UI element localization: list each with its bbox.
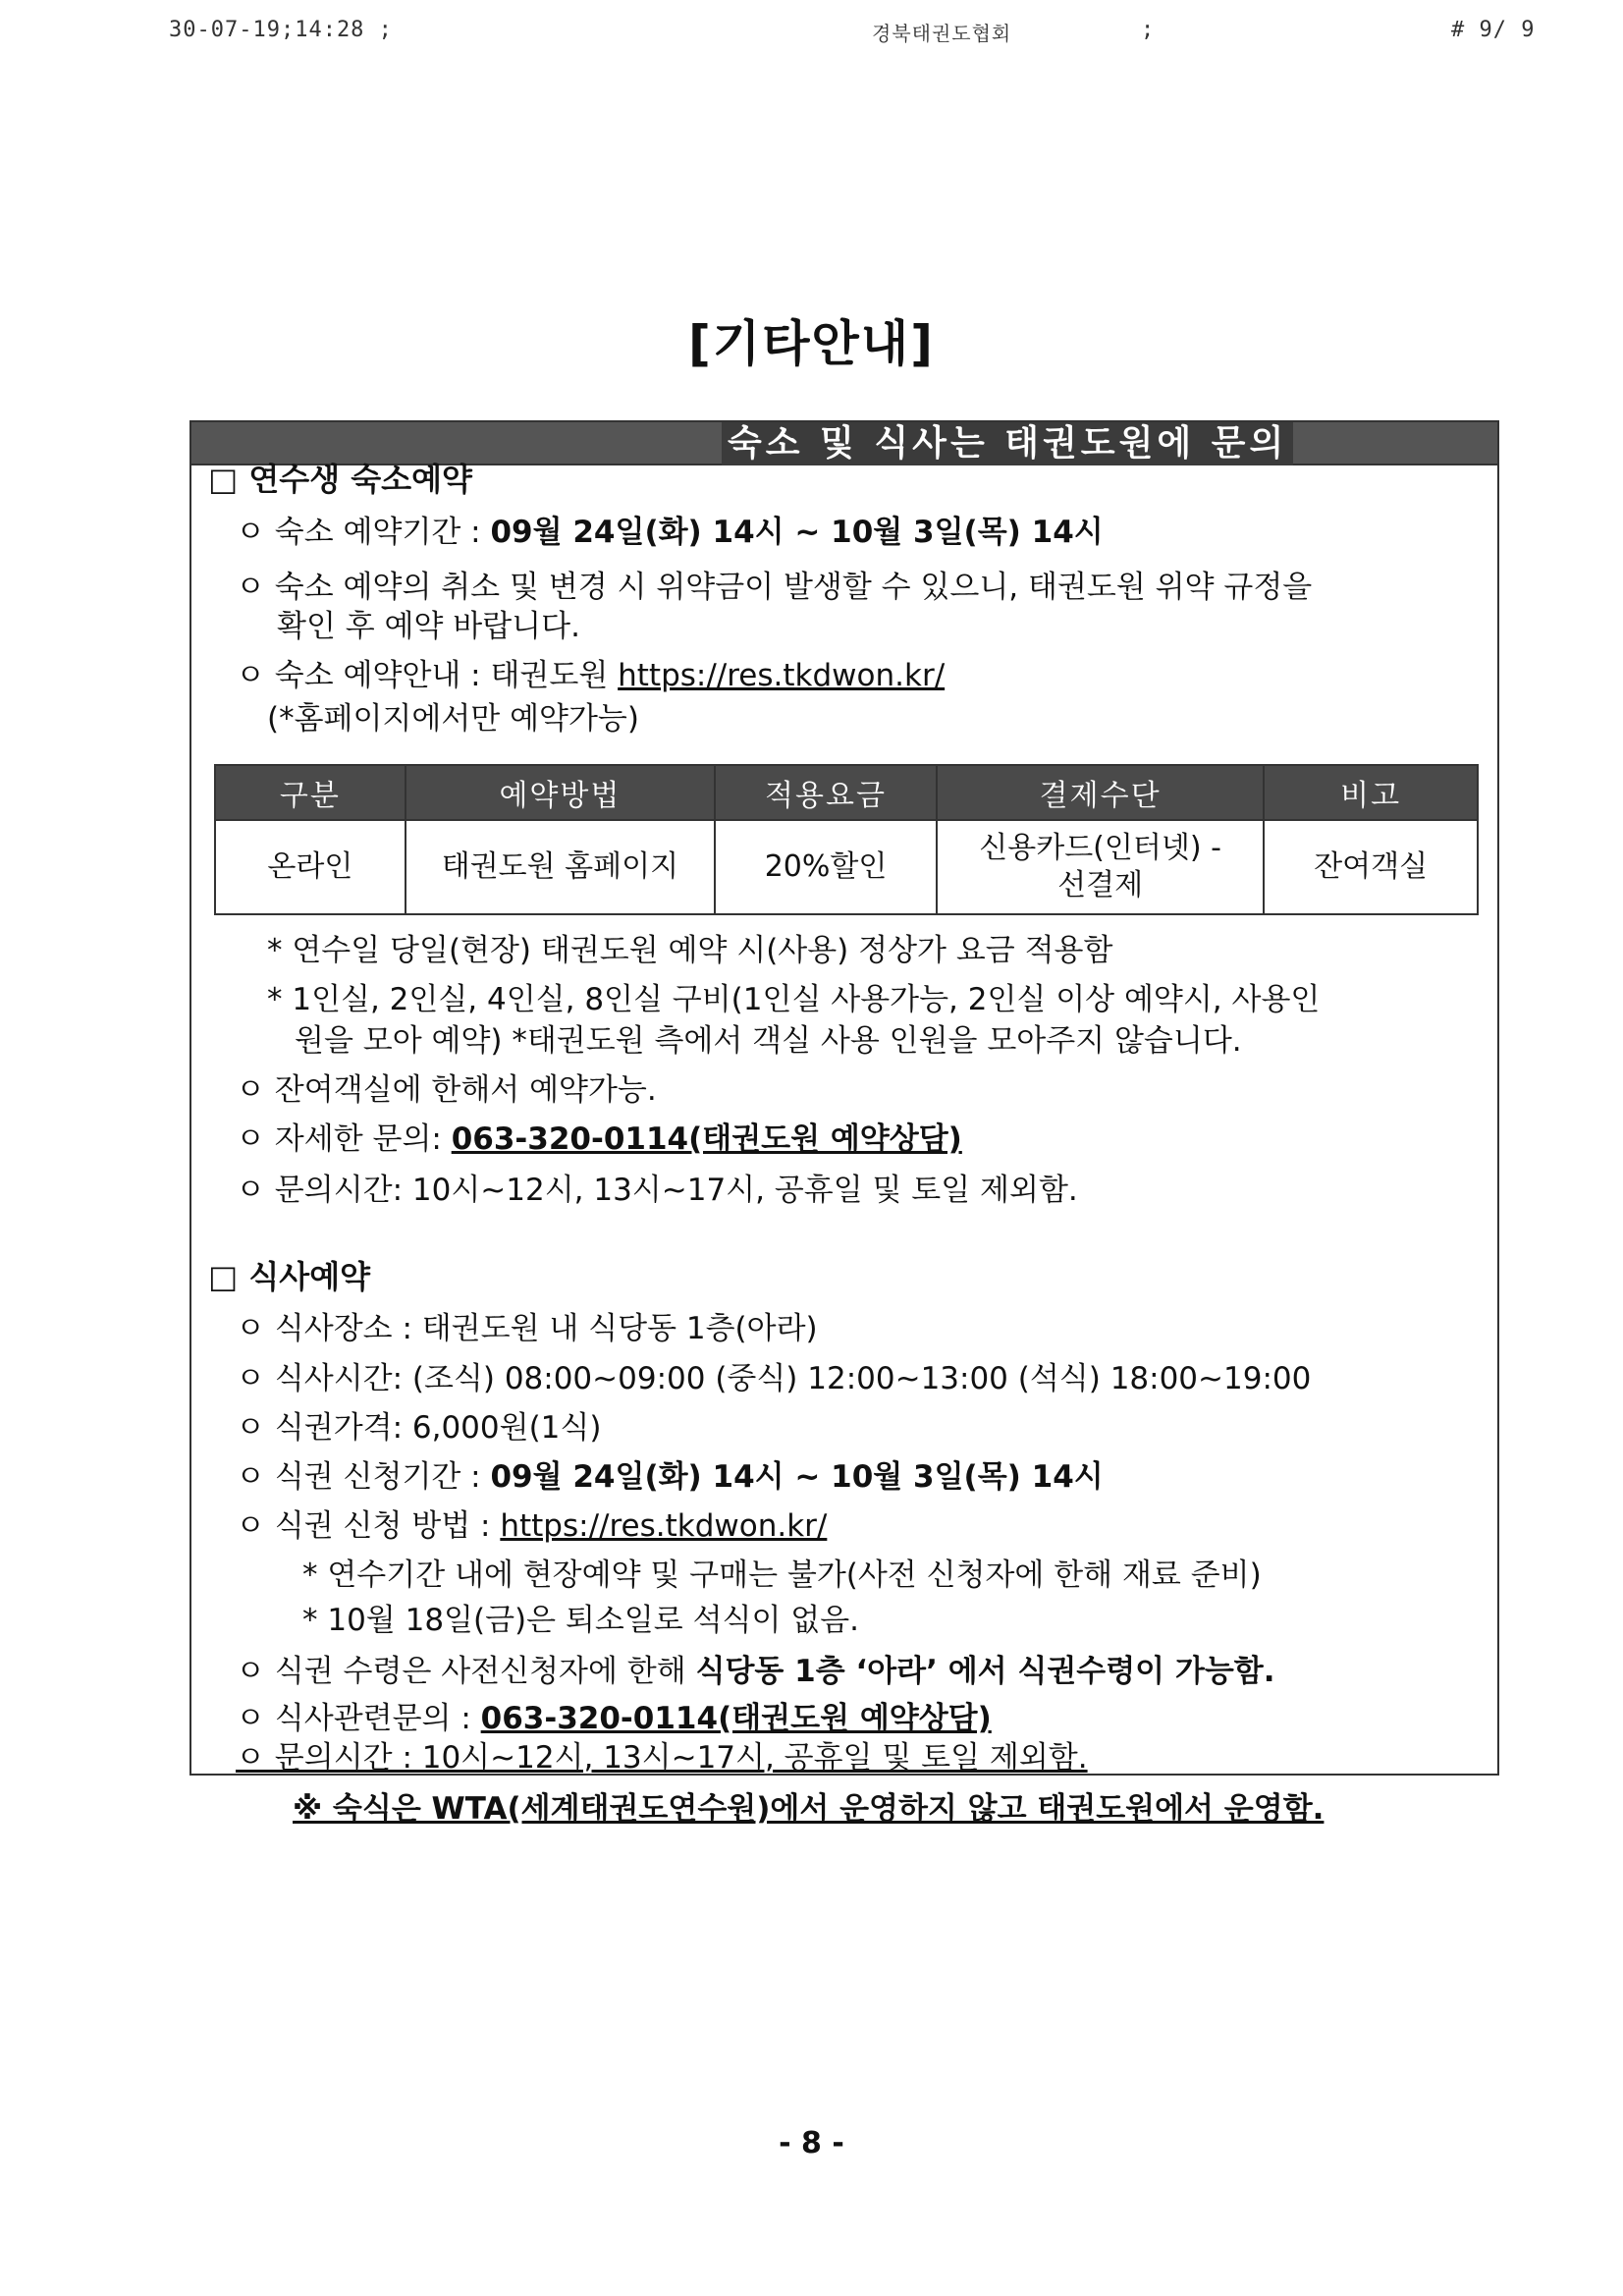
payment-line2: 선결제 [1057, 868, 1144, 902]
lodging-note2-line1: * 1인실, 2인실, 4인실, 8인실 구비(1인실 사용가능, 2인실 이상 예약시, 사용인 [267, 982, 1321, 1017]
fax-timestamp: 30-07-19;14:28 ; [169, 18, 393, 42]
lodging-guide-label: ㅇ 숙소 예약안내 : 태권도원 [236, 658, 619, 693]
table-cell: 잔여객실 [1264, 820, 1478, 914]
meal-apply-link[interactable]: https://res.tkdwon.kr/ [500, 1508, 828, 1544]
table-header-cell: 예약방법 [406, 765, 715, 820]
meal-hours: ㅇ 문의시간 : 10시~12시, 13시~17시, 공휴일 및 토일 제외함. [236, 1740, 1088, 1776]
lodging-note1: * 연수일 당일(현장) 태권도원 예약 시(사용) 정상가 요금 적용함 [267, 933, 1113, 968]
meal-price: ㅇ 식권가격: 6,000원(1식) [236, 1410, 602, 1446]
meal-inquiry-value: 063-320-0114(태권도원 예약상담) [480, 1701, 992, 1736]
lodging-period-label: ㅇ 숙소 예약기간 : [236, 515, 491, 550]
lodging-remain: ㅇ 잔여객실에 한해서 예약가능. [236, 1072, 657, 1108]
footer-note: ※ 숙식은 WTA(세계태권도연수원)에서 운영하지 않고 태권도원에서 운영함. [293, 1791, 1325, 1827]
table-header-row [215, 765, 1478, 820]
meal-inquiry [236, 1699, 992, 1738]
table-cell: 20%할인 [715, 820, 937, 914]
meal-time: ㅇ 식사시간: (조식) 08:00~09:00 (중식) 12:00~13:00 (석식) 18:00~19:00 [236, 1361, 1312, 1396]
lodging-period [236, 513, 1104, 552]
banner-text: 숙소 및 식사는 태권도원에 문의 [722, 422, 1293, 465]
table-header-cell: 구분 [215, 765, 406, 820]
page-title: [기타안내] [688, 315, 935, 372]
meal-place: ㅇ 식사장소 : 태권도원 내 식당동 1층(아라) [236, 1311, 818, 1346]
table-header-cell: 비고 [1264, 765, 1478, 820]
lodging-hours: ㅇ 문의시간: 10시~12시, 13시~17시, 공휴일 및 토일 제외함. [236, 1173, 1078, 1208]
meal-receive-label: ㅇ 식권 수령은 사전신청자에 한해 [236, 1654, 696, 1689]
fax-page-count: # 9/ 9 [1451, 18, 1536, 42]
lodging-note2-line2: 원을 모아 예약) *태권도원 측에서 객실 사용 인원을 모아주지 않습니다. [295, 1023, 1242, 1059]
lodging-period-value: 09월 24일(화) 14시 ~ 10월 3일(목) 14시 [490, 515, 1104, 550]
lodging-cancel-line2: 확인 후 예약 바랍니다. [277, 609, 580, 644]
lodging-guide-note: (*홈페이지에서만 예약가능) [267, 701, 639, 737]
meal-apply-method-label: ㅇ 식권 신청 방법 : [236, 1508, 501, 1544]
table-cell-payment [937, 820, 1264, 914]
page-number: - 8 - [779, 2126, 844, 2160]
meal-inquiry-label: ㅇ 식사관련문의 : [236, 1701, 481, 1736]
table-cell: 태권도원 홈페이지 [406, 820, 715, 914]
table-header-cell: 결제수단 [937, 765, 1264, 820]
table-header-cell: 적용요금 [715, 765, 937, 820]
lodging-cancel-line1: ㅇ 숙소 예약의 취소 및 변경 시 위약금이 발생할 수 있으니, 태권도원 위약 규정을 [236, 570, 1313, 605]
payment-line1: 신용카드(인터넷) - [979, 831, 1221, 865]
fax-separator: ; [1141, 18, 1156, 42]
meal-note2: * 10월 18일(금)은 퇴소일로 석식이 없음. [302, 1603, 860, 1638]
fax-sender: 경북태권도협회 [872, 22, 1012, 45]
meal-apply-method [236, 1506, 827, 1546]
meal-header: □ 식사예약 [208, 1258, 371, 1295]
meal-receive-value: 식당동 1층 ‘아라’ 에서 식권수령이 가능함. [695, 1654, 1275, 1689]
lodging-guide [236, 656, 945, 695]
meal-apply-period-label: ㅇ 식권 신청기간 : [236, 1459, 491, 1495]
lodging-inquiry-label: ㅇ 자세한 문의: [236, 1121, 452, 1157]
lodging-table [214, 764, 1479, 915]
lodging-inquiry [236, 1120, 962, 1159]
lodging-header: □ 연수생 숙소예약 [208, 461, 472, 498]
lodging-inquiry-value: 063-320-0114(태권도원 예약상담) [451, 1121, 962, 1157]
table-row [215, 820, 1478, 914]
meal-apply-period [236, 1457, 1104, 1497]
table-cell: 온라인 [215, 820, 406, 914]
meal-apply-period-value: 09월 24일(화) 14시 ~ 10월 3일(목) 14시 [490, 1459, 1104, 1495]
meal-receive [236, 1652, 1275, 1691]
lodging-guide-link[interactable]: https://res.tkdwon.kr/ [618, 658, 946, 693]
meal-note1: * 연수기간 내에 현장예약 및 구매는 불가(사전 신청자에 한해 재료 준비) [302, 1558, 1262, 1593]
